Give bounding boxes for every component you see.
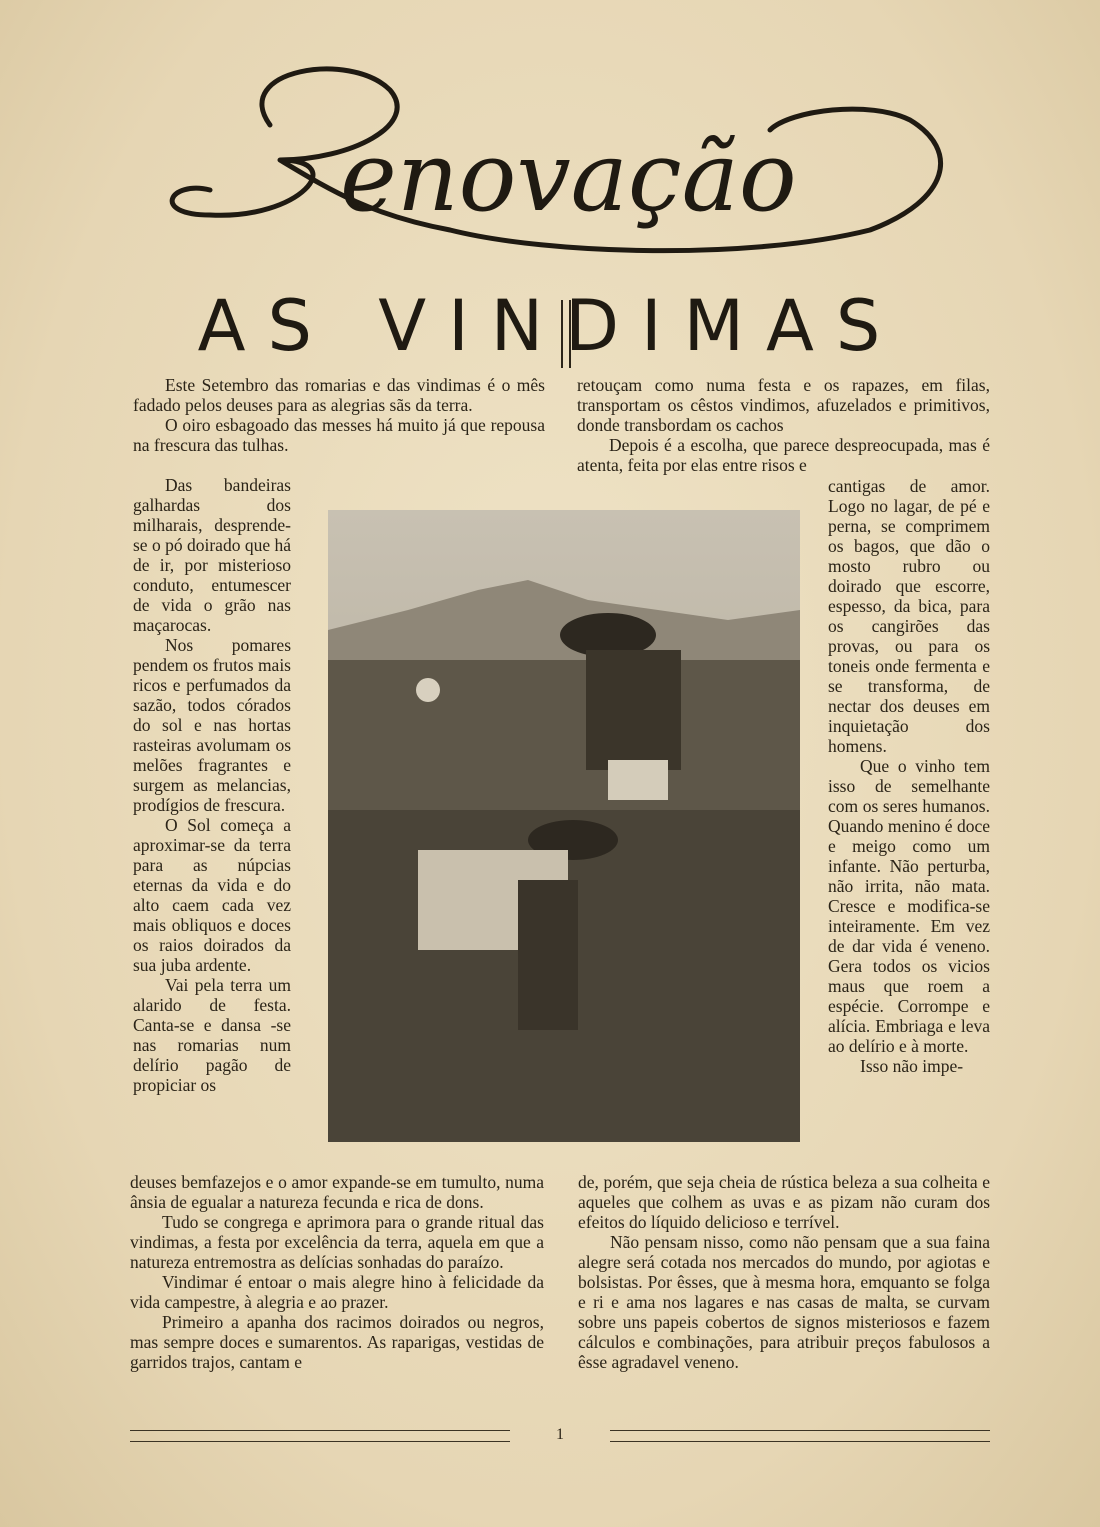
decorative-divider	[561, 300, 571, 368]
harvest-photo-image	[328, 510, 800, 1142]
paragraph: Vai pela terra um alarido de festa. Canta-se e dansa -se nas romarias num delírio pagão de propiciar os	[133, 975, 291, 1095]
footer-rule-left	[130, 1430, 510, 1442]
article-headline: AS VINDIMAS	[197, 285, 903, 367]
paragraph: Não pensam nisso, como não pensam que a sua faina alegre será cotada nos mercados do mundo, por agiotas e bolsistas. Por êsses, que à mesma hora, emquanto se folga e ri e ama nos lagares e nas casas de malta, se curvam sobre uns papeis cobertos de signos misteriosos e fazem cálculos e combinações, para atribuir preços fabulosos a êsse agradavel veneno.	[578, 1232, 990, 1372]
logo-letters: enovação	[340, 121, 797, 233]
paragraph: Este Setembro das romarias e das vindimas é o mês fadado pelos deuses para as alegrias sãs da terra.	[133, 375, 545, 415]
paragraph: de, porém, que seja cheia de rústica beleza a sua colheita e aqueles que colhem as uvas e as pizam não curam dos efeitos do líquido delicioso e terrível.	[578, 1172, 990, 1232]
paragraph: O oiro esbagoado das messes há muito já que repousa na frescura das tulhas.	[133, 415, 545, 455]
left-column-top	[133, 375, 545, 455]
paragraph: retouçam como numa festa e os rapazes, em filas, transportam os cêstos vindimos, afuzelados e primitivos, donde transbordam os cachos	[577, 375, 990, 435]
paragraph: deuses bemfazejos e o amor expande-se em tumulto, numa ânsia de egualar a natureza fecunda e rica de dons.	[130, 1172, 544, 1212]
paragraph: Das bandeiras galhardas dos milharais, desprende-se o pó doirado que há de ir, por misterioso conduto, entumescer de vida o grão nas maçarocas.	[133, 475, 291, 635]
page-number: 1	[556, 1426, 564, 1443]
left-column-narrow	[133, 475, 291, 1095]
right-column-narrow	[828, 476, 990, 1076]
footer-rule-right	[610, 1430, 990, 1442]
paragraph: Tudo se congrega e aprimora para o grande ritual das vindimas, a festa por excelência da terra, aquela em que a natureza entremostra as delícias sonhadas do paraízo.	[130, 1212, 544, 1272]
renovacao-script-logo	[150, 30, 970, 280]
paragraph: Primeiro a apanha dos racimos doirados ou negros, mas sempre doces e sumarentos. As raparigas, vestidas de garridos trajos, cantam e	[130, 1312, 544, 1372]
paragraph: Vindimar é entoar o mais alegre hino à felicidade da vida campestre, à alegria e ao prazer.	[130, 1272, 544, 1312]
masthead-logo	[150, 30, 970, 280]
paragraph: O Sol começa a aproximar-se da terra para as núpcias eternas da vida e do alto caem cada vez mais obliquos e doces os raios doirados da sua juba ardente.	[133, 815, 291, 975]
paragraph: Que o vinho tem isso de semelhante com os seres humanos. Quando menino é doce e meigo como um infante. Não perturba, não irrita, não mata. Cresce e modifica-se inteiramente. Em vez de dar vida é veneno. Gera todos os vicios maus que roem a espécie. Corrompe e alícia. Embriaga e leva ao delírio e à morte.	[828, 756, 990, 1056]
left-column-bottom	[130, 1172, 544, 1372]
right-column-bottom	[578, 1172, 990, 1372]
paragraph: Depois é a escolha, que parece despreocupada, mas é atenta, feita por elas entre risos e	[577, 435, 990, 475]
paragraph: Nos pomares pendem os frutos mais ricos e perfumados da sazão, todos córados do sol e nas hortas rasteiras avolumam os melões fragrantes e surgem as melancias, prodígios de frescura.	[133, 635, 291, 815]
harvest-photo-icon	[328, 510, 800, 1142]
right-column-top	[577, 375, 990, 475]
page-footer	[130, 1428, 990, 1448]
paragraph: cantigas de amor. Logo no lagar, de pé e perna, se comprimem os bagos, que dão o mosto rubro ou doirado que escorre, espesso, da bica, para os cangirões das provas, ou para os toneis onde fermenta e se transforma, de nectar dos deuses em inquietação dos homens.	[828, 476, 990, 756]
paragraph: Isso não impe-	[860, 1056, 964, 1076]
